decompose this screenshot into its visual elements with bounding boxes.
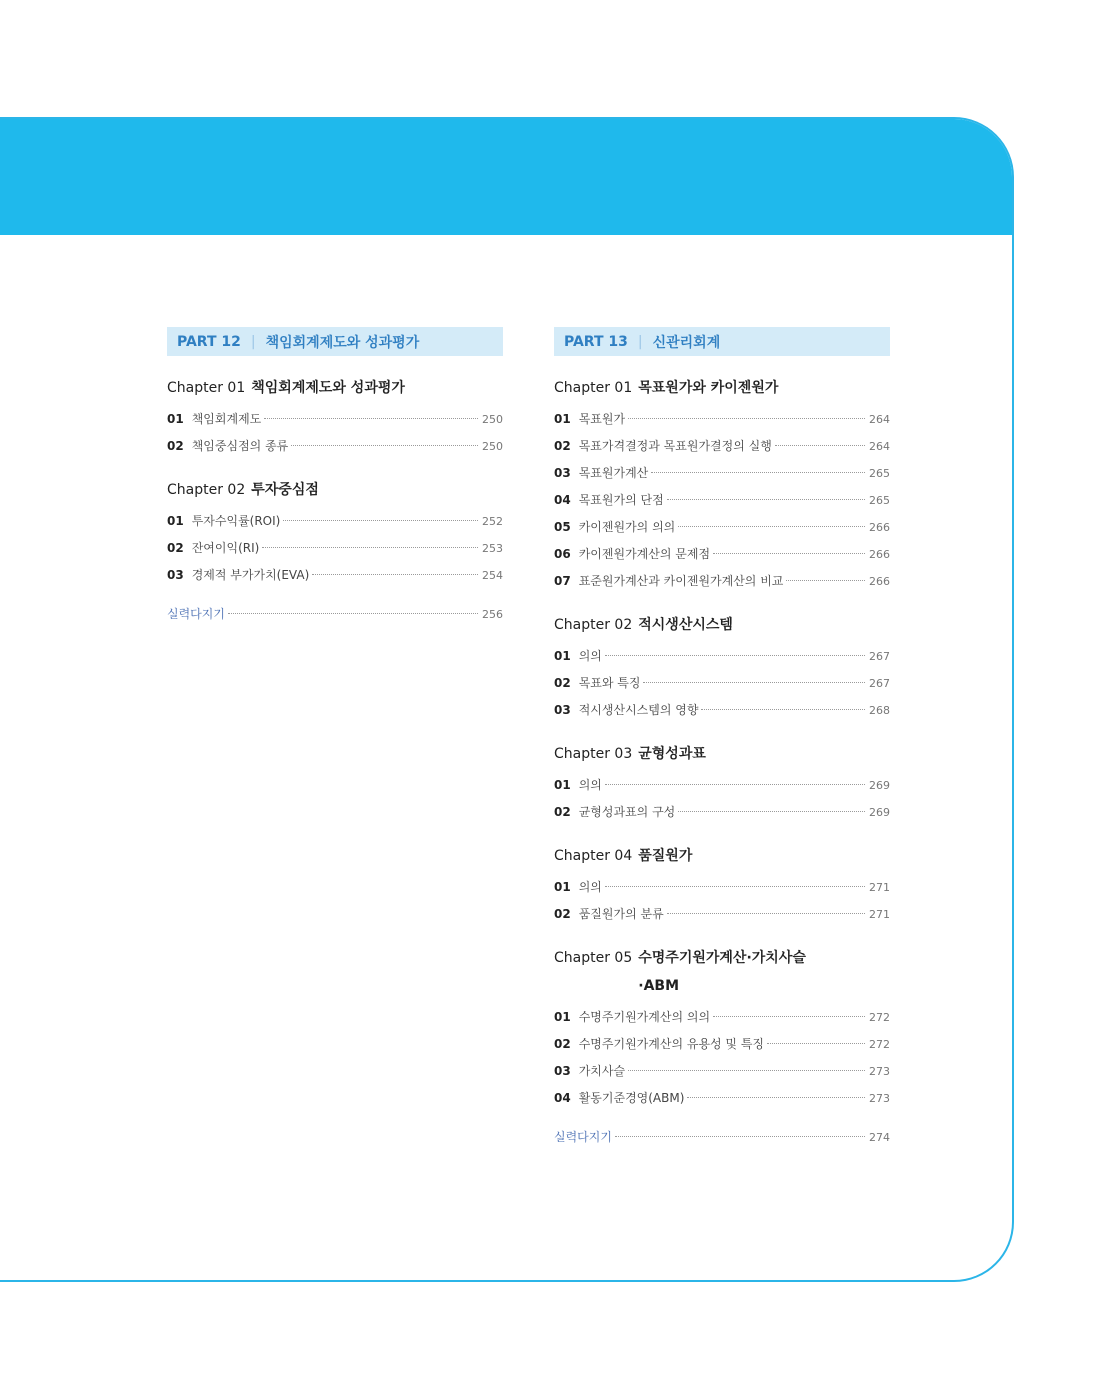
page-number: 253 (482, 542, 503, 555)
practice-entry[interactable] (167, 605, 503, 632)
chapter-section (554, 944, 890, 1116)
chapter-name: 책임회계제도와 성과평가 (251, 380, 405, 396)
page-number: 252 (482, 515, 503, 528)
entry-number: 03 (554, 703, 571, 717)
entry-text: 책임회계제도 (191, 412, 262, 426)
leader-dots (687, 1097, 865, 1098)
part-separator: | (637, 333, 643, 350)
toc-entry[interactable] (554, 464, 890, 491)
entry-number: 03 (554, 1064, 571, 1078)
toc-column-right (554, 327, 890, 1155)
practice-entry[interactable] (554, 1128, 890, 1155)
page-number: 265 (869, 467, 890, 480)
chapter-section (167, 476, 503, 593)
leader-dots (667, 913, 865, 914)
chapter-label: Chapter 05 (554, 950, 633, 966)
page-number: 254 (482, 569, 503, 582)
entry-number: 02 (554, 805, 571, 819)
entry-number: 03 (554, 466, 571, 480)
entry-text: 적시생산시스템의 영향 (578, 703, 699, 717)
toc-entry[interactable] (167, 437, 503, 464)
leader-dots (605, 655, 865, 656)
leader-dots (713, 1016, 865, 1017)
toc-entry[interactable] (554, 1008, 890, 1035)
chapter-title[interactable] (554, 944, 824, 1000)
entry-number: 06 (554, 547, 571, 561)
toc-entry[interactable] (167, 410, 503, 437)
page-number: 266 (869, 575, 890, 588)
chapter-title[interactable] (167, 476, 503, 504)
leader-dots (283, 520, 478, 521)
entry-text: 의의 (578, 880, 602, 894)
entry-number: 01 (167, 412, 184, 426)
page-number: 271 (869, 881, 890, 894)
part-title: 책임회계제도와 성과평가 (265, 334, 420, 351)
leader-dots (678, 811, 865, 812)
leader-dots (786, 580, 865, 581)
entry-text: 카이젠원가계산의 문제점 (578, 547, 711, 561)
chapter-label: Chapter 02 (167, 482, 246, 498)
entry-number: 03 (167, 568, 184, 582)
page-number: 274 (869, 1131, 890, 1144)
leader-dots (775, 445, 865, 446)
leader-dots (605, 784, 865, 785)
leader-dots (262, 547, 478, 548)
part-label: PART 12 (177, 333, 241, 350)
page-number: 269 (869, 779, 890, 792)
toc-entry[interactable] (554, 1062, 890, 1089)
practice-label: 실력다지기 (554, 1130, 612, 1144)
toc-entry[interactable] (554, 518, 890, 545)
chapter-label: Chapter 03 (554, 746, 633, 762)
practice-label: 실력다지기 (167, 607, 225, 621)
page-number: 271 (869, 908, 890, 921)
entry-number: 01 (554, 880, 571, 894)
chapter-section (167, 374, 503, 464)
page-number: 273 (869, 1092, 890, 1105)
entry-text: 수명주기원가계산의 유용성 및 특징 (578, 1037, 765, 1051)
toc-entry[interactable] (167, 512, 503, 539)
page-number: 266 (869, 521, 890, 534)
page-number: 273 (869, 1065, 890, 1078)
toc-entry[interactable] (554, 572, 890, 599)
entry-number: 04 (554, 1091, 571, 1105)
entry-number: 01 (554, 649, 571, 663)
entry-text: 카이젠원가의 의의 (578, 520, 676, 534)
chapter-section (554, 740, 890, 830)
toc-entry[interactable] (554, 803, 890, 830)
entry-text: 목표원가 (578, 412, 626, 426)
entry-text: 경제적 부가가치(EVA) (191, 568, 310, 582)
entry-text: 목표원가의 단점 (578, 493, 664, 507)
chapter-name: 수명주기원가계산·가치사슬·ABM (638, 950, 806, 994)
entry-number: 02 (167, 439, 184, 453)
chapter-name: 품질원가 (638, 848, 693, 864)
part-header (167, 327, 503, 356)
entry-number: 02 (167, 541, 184, 555)
entry-number: 05 (554, 520, 571, 534)
chapter-title[interactable] (554, 740, 890, 768)
chapter-name: 목표원가와 카이젠원가 (638, 380, 779, 396)
part-title: 신관리회계 (652, 334, 721, 351)
toc-entry[interactable] (554, 410, 890, 437)
entry-number: 02 (554, 439, 571, 453)
entry-text: 목표가격결정과 목표원가결정의 실행 (578, 439, 772, 453)
entry-text: 의의 (578, 778, 602, 792)
leader-dots (228, 613, 478, 614)
part-label: PART 13 (564, 333, 628, 350)
leader-dots (651, 472, 865, 473)
entry-number: 07 (554, 574, 571, 588)
entry-text: 균형성과표의 구성 (578, 805, 676, 819)
leader-dots (643, 682, 865, 683)
leader-dots (628, 418, 865, 419)
chapter-name: 균형성과표 (638, 746, 706, 762)
entry-text: 품질원가의 분류 (578, 907, 664, 921)
page-number: 267 (869, 650, 890, 663)
entry-number: 02 (554, 1037, 571, 1051)
entry-text: 잔여이익(RI) (191, 541, 260, 555)
chapter-name: 투자중심점 (251, 482, 319, 498)
toc-entry[interactable] (554, 674, 890, 701)
chapter-title[interactable] (167, 374, 503, 402)
entry-number: 01 (554, 412, 571, 426)
part-separator: | (250, 333, 256, 350)
toc-entry[interactable] (554, 1089, 890, 1116)
leader-dots (312, 574, 478, 575)
entry-text: 목표원가계산 (578, 466, 649, 480)
entry-number: 01 (554, 778, 571, 792)
entry-text: 책임중심점의 종류 (191, 439, 289, 453)
entry-text: 가치사슬 (578, 1064, 626, 1078)
chapter-label: Chapter 01 (554, 380, 633, 396)
leader-dots (678, 526, 865, 527)
chapter-label: Chapter 01 (167, 380, 246, 396)
chapter-section (554, 842, 890, 932)
entry-text: 목표와 특징 (578, 676, 641, 690)
leader-dots (628, 1070, 865, 1071)
entry-text: 표준원가계산과 카이젠원가계산의 비교 (578, 574, 784, 588)
toc-entry[interactable] (554, 647, 890, 674)
chapter-title[interactable] (554, 611, 890, 639)
leader-dots (713, 553, 865, 554)
page-number: 250 (482, 440, 503, 453)
page-number: 268 (869, 704, 890, 717)
toc-entry[interactable] (167, 539, 503, 566)
entry-number: 01 (554, 1010, 571, 1024)
page-number: 272 (869, 1011, 890, 1024)
page-number: 256 (482, 608, 503, 621)
leader-dots (667, 499, 865, 500)
leader-dots (615, 1136, 865, 1137)
page-number: 267 (869, 677, 890, 690)
chapter-section (554, 611, 890, 728)
toc-entry[interactable] (554, 437, 890, 464)
page-number: 269 (869, 806, 890, 819)
chapter-title[interactable] (554, 374, 890, 402)
leader-dots (701, 709, 865, 710)
toc-entry[interactable] (554, 1035, 890, 1062)
part-header (554, 327, 890, 356)
leader-dots (605, 886, 865, 887)
chapter-name: 적시생산시스템 (638, 617, 733, 633)
toc-entry[interactable] (167, 566, 503, 593)
header-banner (0, 119, 1012, 235)
chapter-section (554, 374, 890, 599)
leader-dots (264, 418, 478, 419)
entry-text: 의의 (578, 649, 602, 663)
toc-entry[interactable] (554, 545, 890, 572)
page-number: 272 (869, 1038, 890, 1051)
entry-text: 활동기준경영(ABM) (578, 1091, 685, 1105)
page-number: 266 (869, 548, 890, 561)
toc-column-left (167, 327, 503, 632)
entry-text: 수명주기원가계산의 의의 (578, 1010, 711, 1024)
leader-dots (767, 1043, 865, 1044)
chapter-title[interactable] (554, 842, 890, 870)
toc-entry[interactable] (554, 905, 890, 932)
page-number: 264 (869, 413, 890, 426)
chapter-label: Chapter 02 (554, 617, 633, 633)
page-number: 265 (869, 494, 890, 507)
leader-dots (291, 445, 478, 446)
chapter-label: Chapter 04 (554, 848, 633, 864)
toc-entry[interactable] (554, 701, 890, 728)
entry-number: 02 (554, 907, 571, 921)
entry-number: 01 (167, 514, 184, 528)
toc-entry[interactable] (554, 878, 890, 905)
page-number: 250 (482, 413, 503, 426)
toc-entry[interactable] (554, 491, 890, 518)
entry-text: 투자수익률(ROI) (191, 514, 281, 528)
entry-number: 02 (554, 676, 571, 690)
entry-number: 04 (554, 493, 571, 507)
toc-entry[interactable] (554, 776, 890, 803)
page-number: 264 (869, 440, 890, 453)
